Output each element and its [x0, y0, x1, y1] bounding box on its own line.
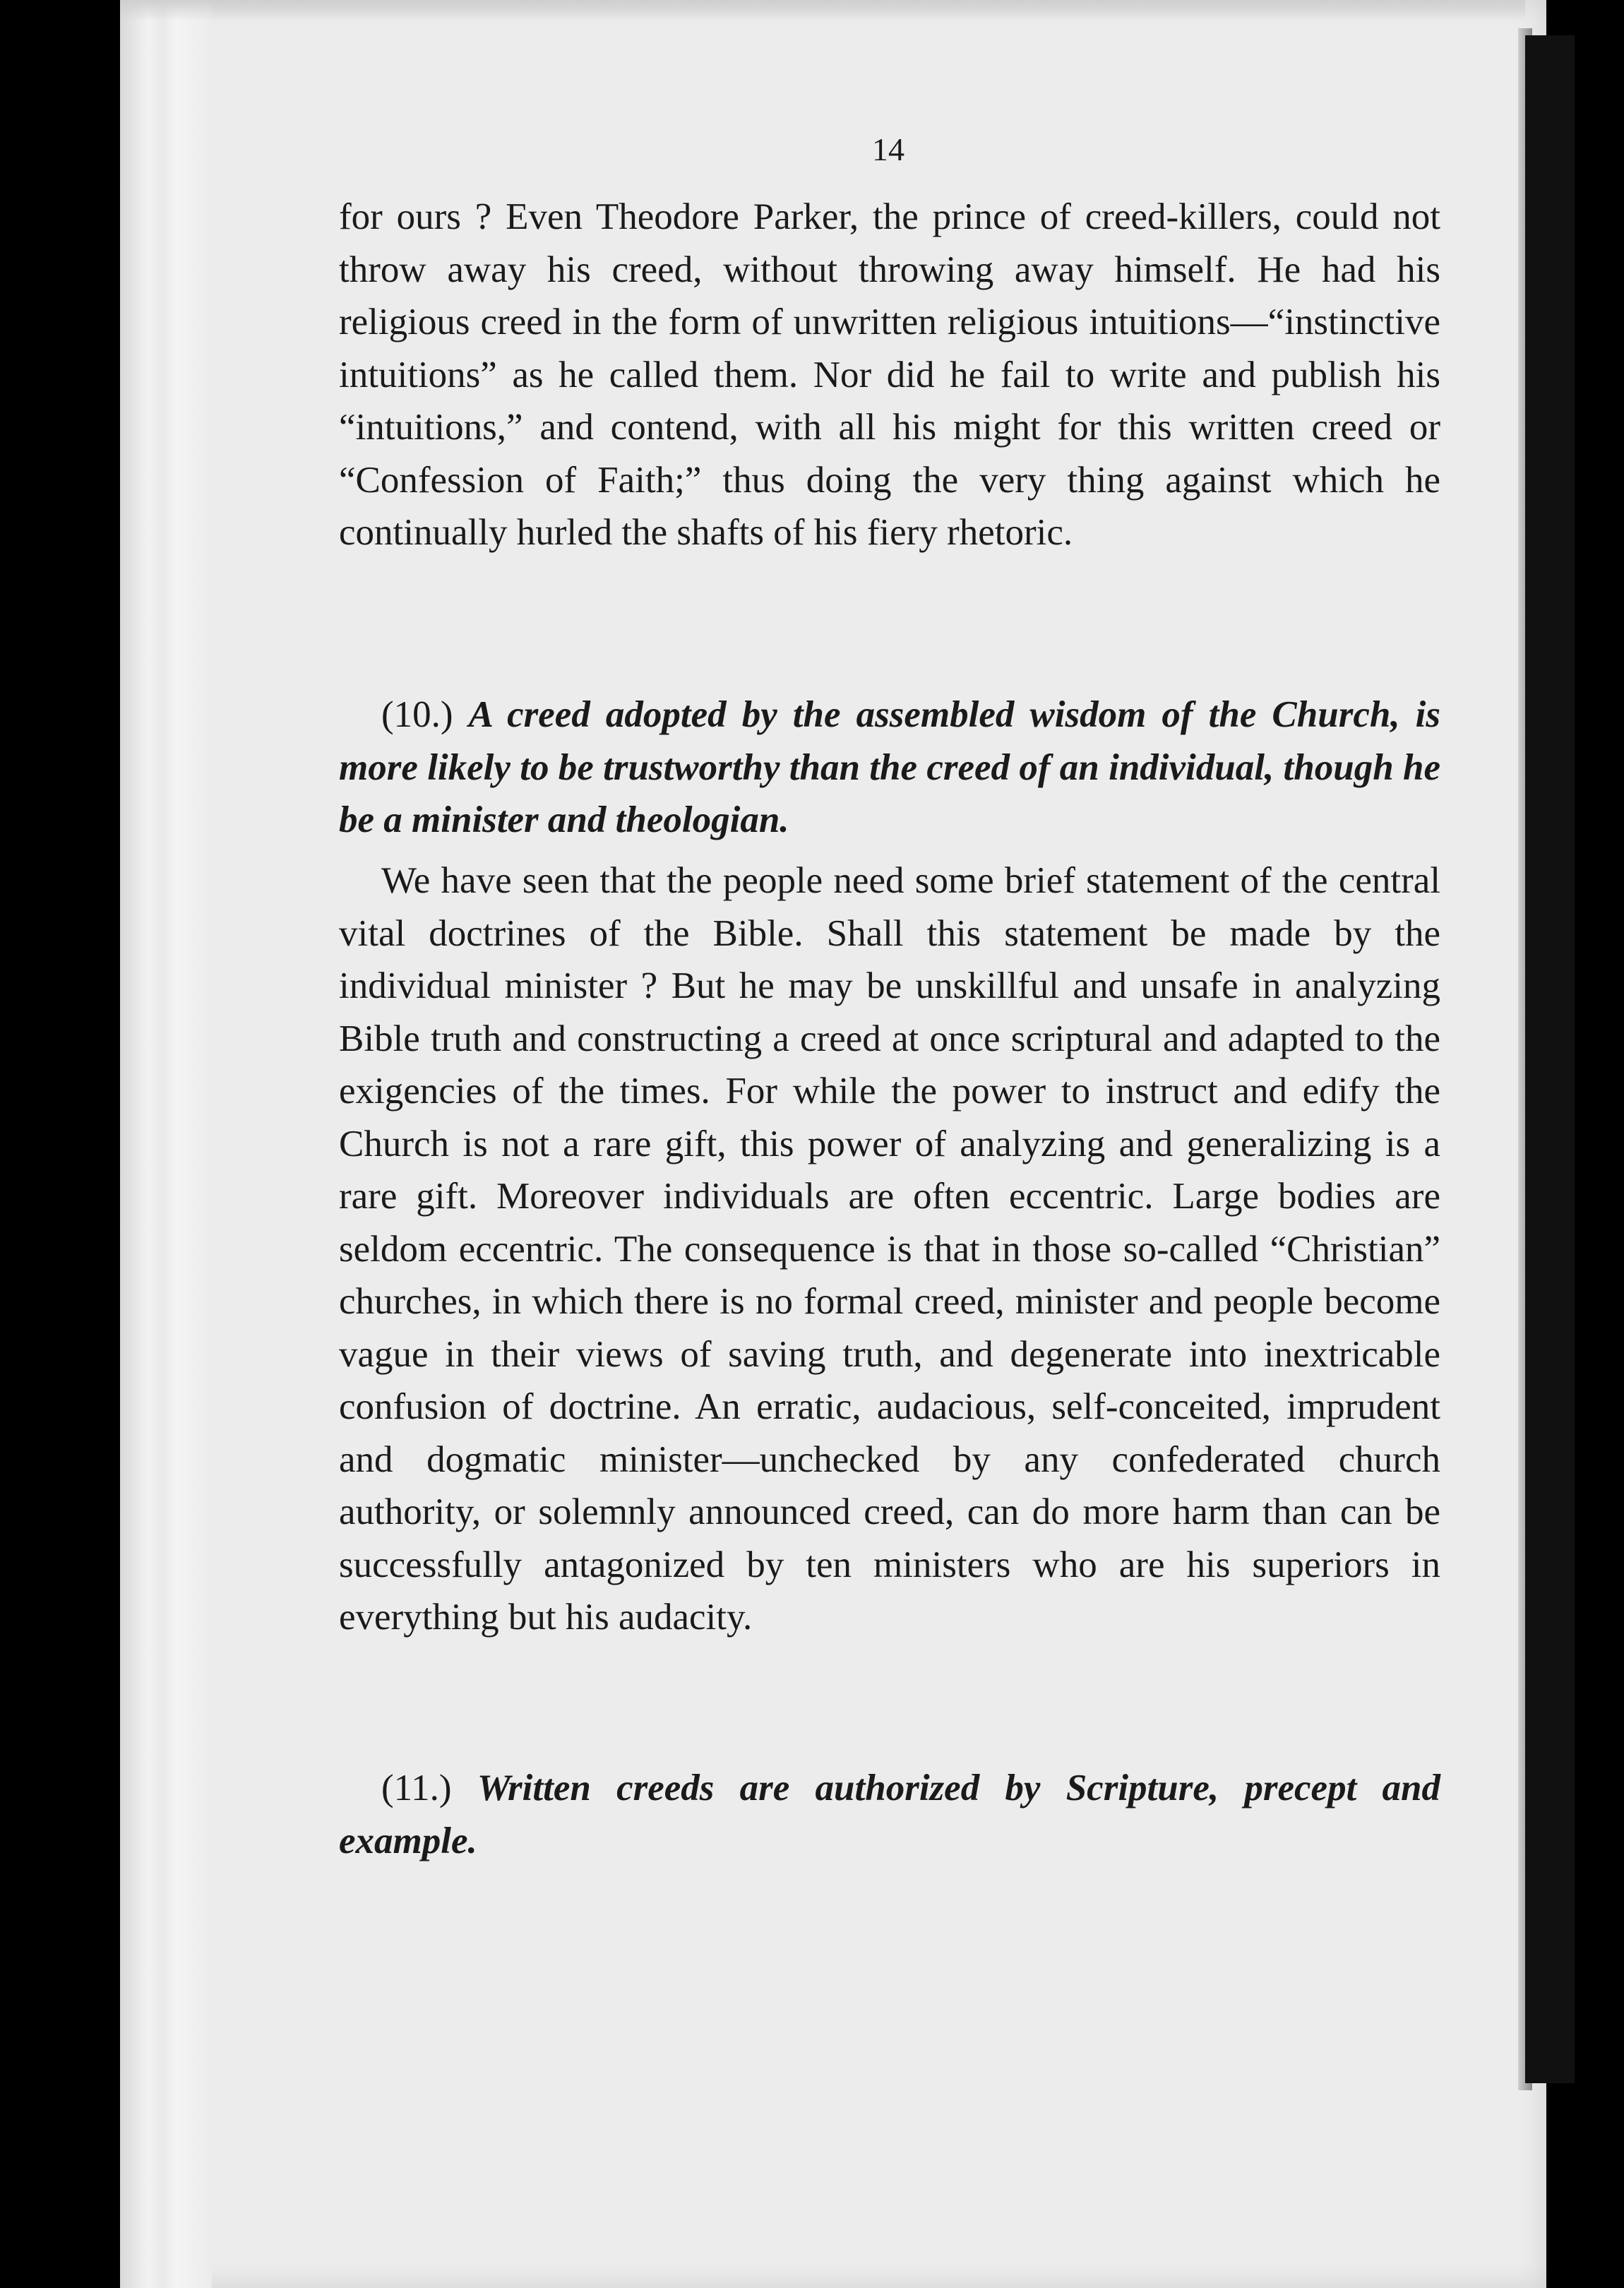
section-11-number: (11.) — [381, 1768, 452, 1809]
section-11-text: Written creeds are authorized by Scripture, precept and example. — [339, 1768, 1441, 1861]
paragraph-continued: for ours ? Even Theodore Parker, the prince of creed-killers, could not throw away his creed, without throwing away himself. He had his religious creed in the form of unwritten religious intuitions—“instinctive intuitions” as he called them. Nor did he fail to write and publish his “intuitions,” and contend, with all his might for this written creed or “Confession of Faith;” thus doing the very thing against which he continually hurled the shafts of his fiery rhetoric. — [339, 196, 1440, 553]
section-10-text: A creed adopted by the assembled wisdom of the Church, is more likely to be trustworthy than the creed of an individual, though he be a minister and theologian. — [339, 694, 1441, 840]
page-top-shadow — [120, 0, 1525, 21]
page-number: 14 — [872, 131, 904, 167]
section-10-number: (10.) — [381, 694, 453, 735]
book-binding — [1525, 35, 1575, 2083]
section-10-heading — [339, 689, 1440, 847]
paragraph-individual-minister: We have seen that the people need some brief statement of the central vital doctrines of the Bible. Shall this statement be made by the individual minister ? But he may be unskillful and unsafe in analyzing Bible truth and constructing a creed at once scriptural and adapted to the exigencies of the times. For while the power to instruct and edify the Church is not a rare gift, this power of analyzing and generalizing is a rare gift. Moreover individuals are often eccentric. Large bodies are seldom eccentric. The consequence is that in those so-called “Christian” churches, in which there is no formal creed, minister and people become vague in their views of saving truth, and degenerate into inextricable confusion of doctrine. An erratic, audacious, self-conceited, imprudent and dogmatic minister—unchecked by any confederated church authority, or solemnly announced creed, can do more harm than can be successfully antagonized by ten ministers who are his superiors in everything but his audacity. — [339, 860, 1440, 1638]
section-11-heading — [339, 1762, 1440, 1867]
page-left-edge — [120, 0, 212, 2288]
